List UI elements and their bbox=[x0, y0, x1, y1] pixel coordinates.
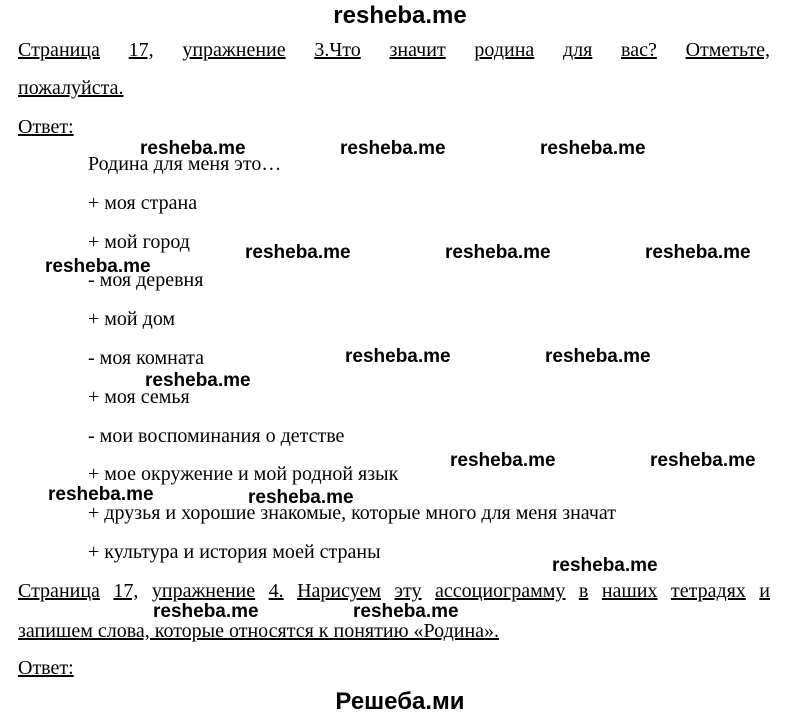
list-item: + моя страна bbox=[88, 191, 198, 214]
heading-word: для bbox=[562, 39, 593, 61]
heading-word: упражнение bbox=[151, 580, 256, 602]
heading-word: в bbox=[578, 580, 589, 602]
watermark: resheba.me bbox=[48, 484, 154, 505]
list-item: + моя семья bbox=[88, 385, 190, 408]
list-item: + мое окружение и мой родной язык bbox=[88, 463, 399, 486]
list-item: + мой дом bbox=[88, 308, 176, 331]
heading-word: вас? bbox=[621, 39, 657, 61]
list-item: Родина для меня это… bbox=[88, 153, 282, 175]
list-item: - моя деревня bbox=[88, 269, 204, 292]
task4-heading-line1 bbox=[18, 579, 770, 603]
heading-word: 3.Что bbox=[314, 39, 361, 61]
list-item: + культура и история моей страны bbox=[88, 540, 381, 563]
heading-word: 17, bbox=[128, 39, 154, 61]
answer-label: Ответ: bbox=[18, 657, 74, 679]
watermark: resheba.me bbox=[340, 138, 446, 159]
heading-word: упражнение bbox=[182, 39, 286, 61]
watermark: resheba.me bbox=[248, 487, 354, 508]
heading-word: тетрадях bbox=[670, 580, 746, 602]
heading-word: 17, bbox=[113, 580, 139, 602]
heading-word: и bbox=[759, 580, 770, 602]
watermark: resheba.me bbox=[540, 138, 646, 159]
watermark: resheba.me bbox=[145, 370, 251, 391]
list-item: - моя комната bbox=[88, 346, 205, 369]
heading-word: Нарисуем bbox=[297, 580, 381, 602]
watermark: resheba.me bbox=[140, 138, 246, 159]
watermark: resheba.me bbox=[545, 346, 651, 367]
watermark: resheba.me bbox=[650, 450, 756, 471]
task3-heading-line1 bbox=[18, 38, 770, 62]
heading-word: Страница bbox=[18, 580, 100, 602]
heading-word: значит bbox=[389, 39, 446, 61]
list-item: + мой город bbox=[88, 230, 190, 253]
watermark: resheba.me bbox=[153, 601, 259, 622]
heading-word: Отметьте, bbox=[685, 39, 770, 61]
site-title: resheba.me bbox=[333, 2, 467, 29]
watermark: resheba.me bbox=[345, 346, 451, 367]
watermark: resheba.me bbox=[45, 256, 151, 277]
heading-word: ассоциограмму bbox=[434, 580, 566, 602]
list-item: - мои воспоминания о детстве bbox=[88, 424, 345, 447]
task3-heading-line2: пожалуйста. bbox=[18, 77, 124, 99]
heading-word: родина bbox=[474, 39, 535, 61]
heading-word: наших bbox=[601, 580, 658, 602]
watermark: resheba.me bbox=[552, 555, 658, 576]
footer-site-title: Решеба.ми bbox=[335, 688, 465, 715]
heading-word: эту bbox=[394, 580, 422, 602]
watermark: resheba.me bbox=[353, 601, 459, 622]
heading-word: 4. bbox=[268, 580, 284, 602]
watermark: resheba.me bbox=[245, 242, 351, 263]
watermark: resheba.me bbox=[450, 450, 556, 471]
answer-label: Ответ: bbox=[18, 116, 74, 138]
list-item: + друзья и хорошие знакомые, которые много для меня значат bbox=[88, 502, 617, 525]
heading-word: Страница bbox=[18, 39, 100, 61]
watermark: resheba.me bbox=[645, 242, 751, 263]
watermark: resheba.me bbox=[445, 242, 551, 263]
task4-heading-line2: запишем слова, которые относятся к понятию «Родина». bbox=[18, 620, 500, 642]
